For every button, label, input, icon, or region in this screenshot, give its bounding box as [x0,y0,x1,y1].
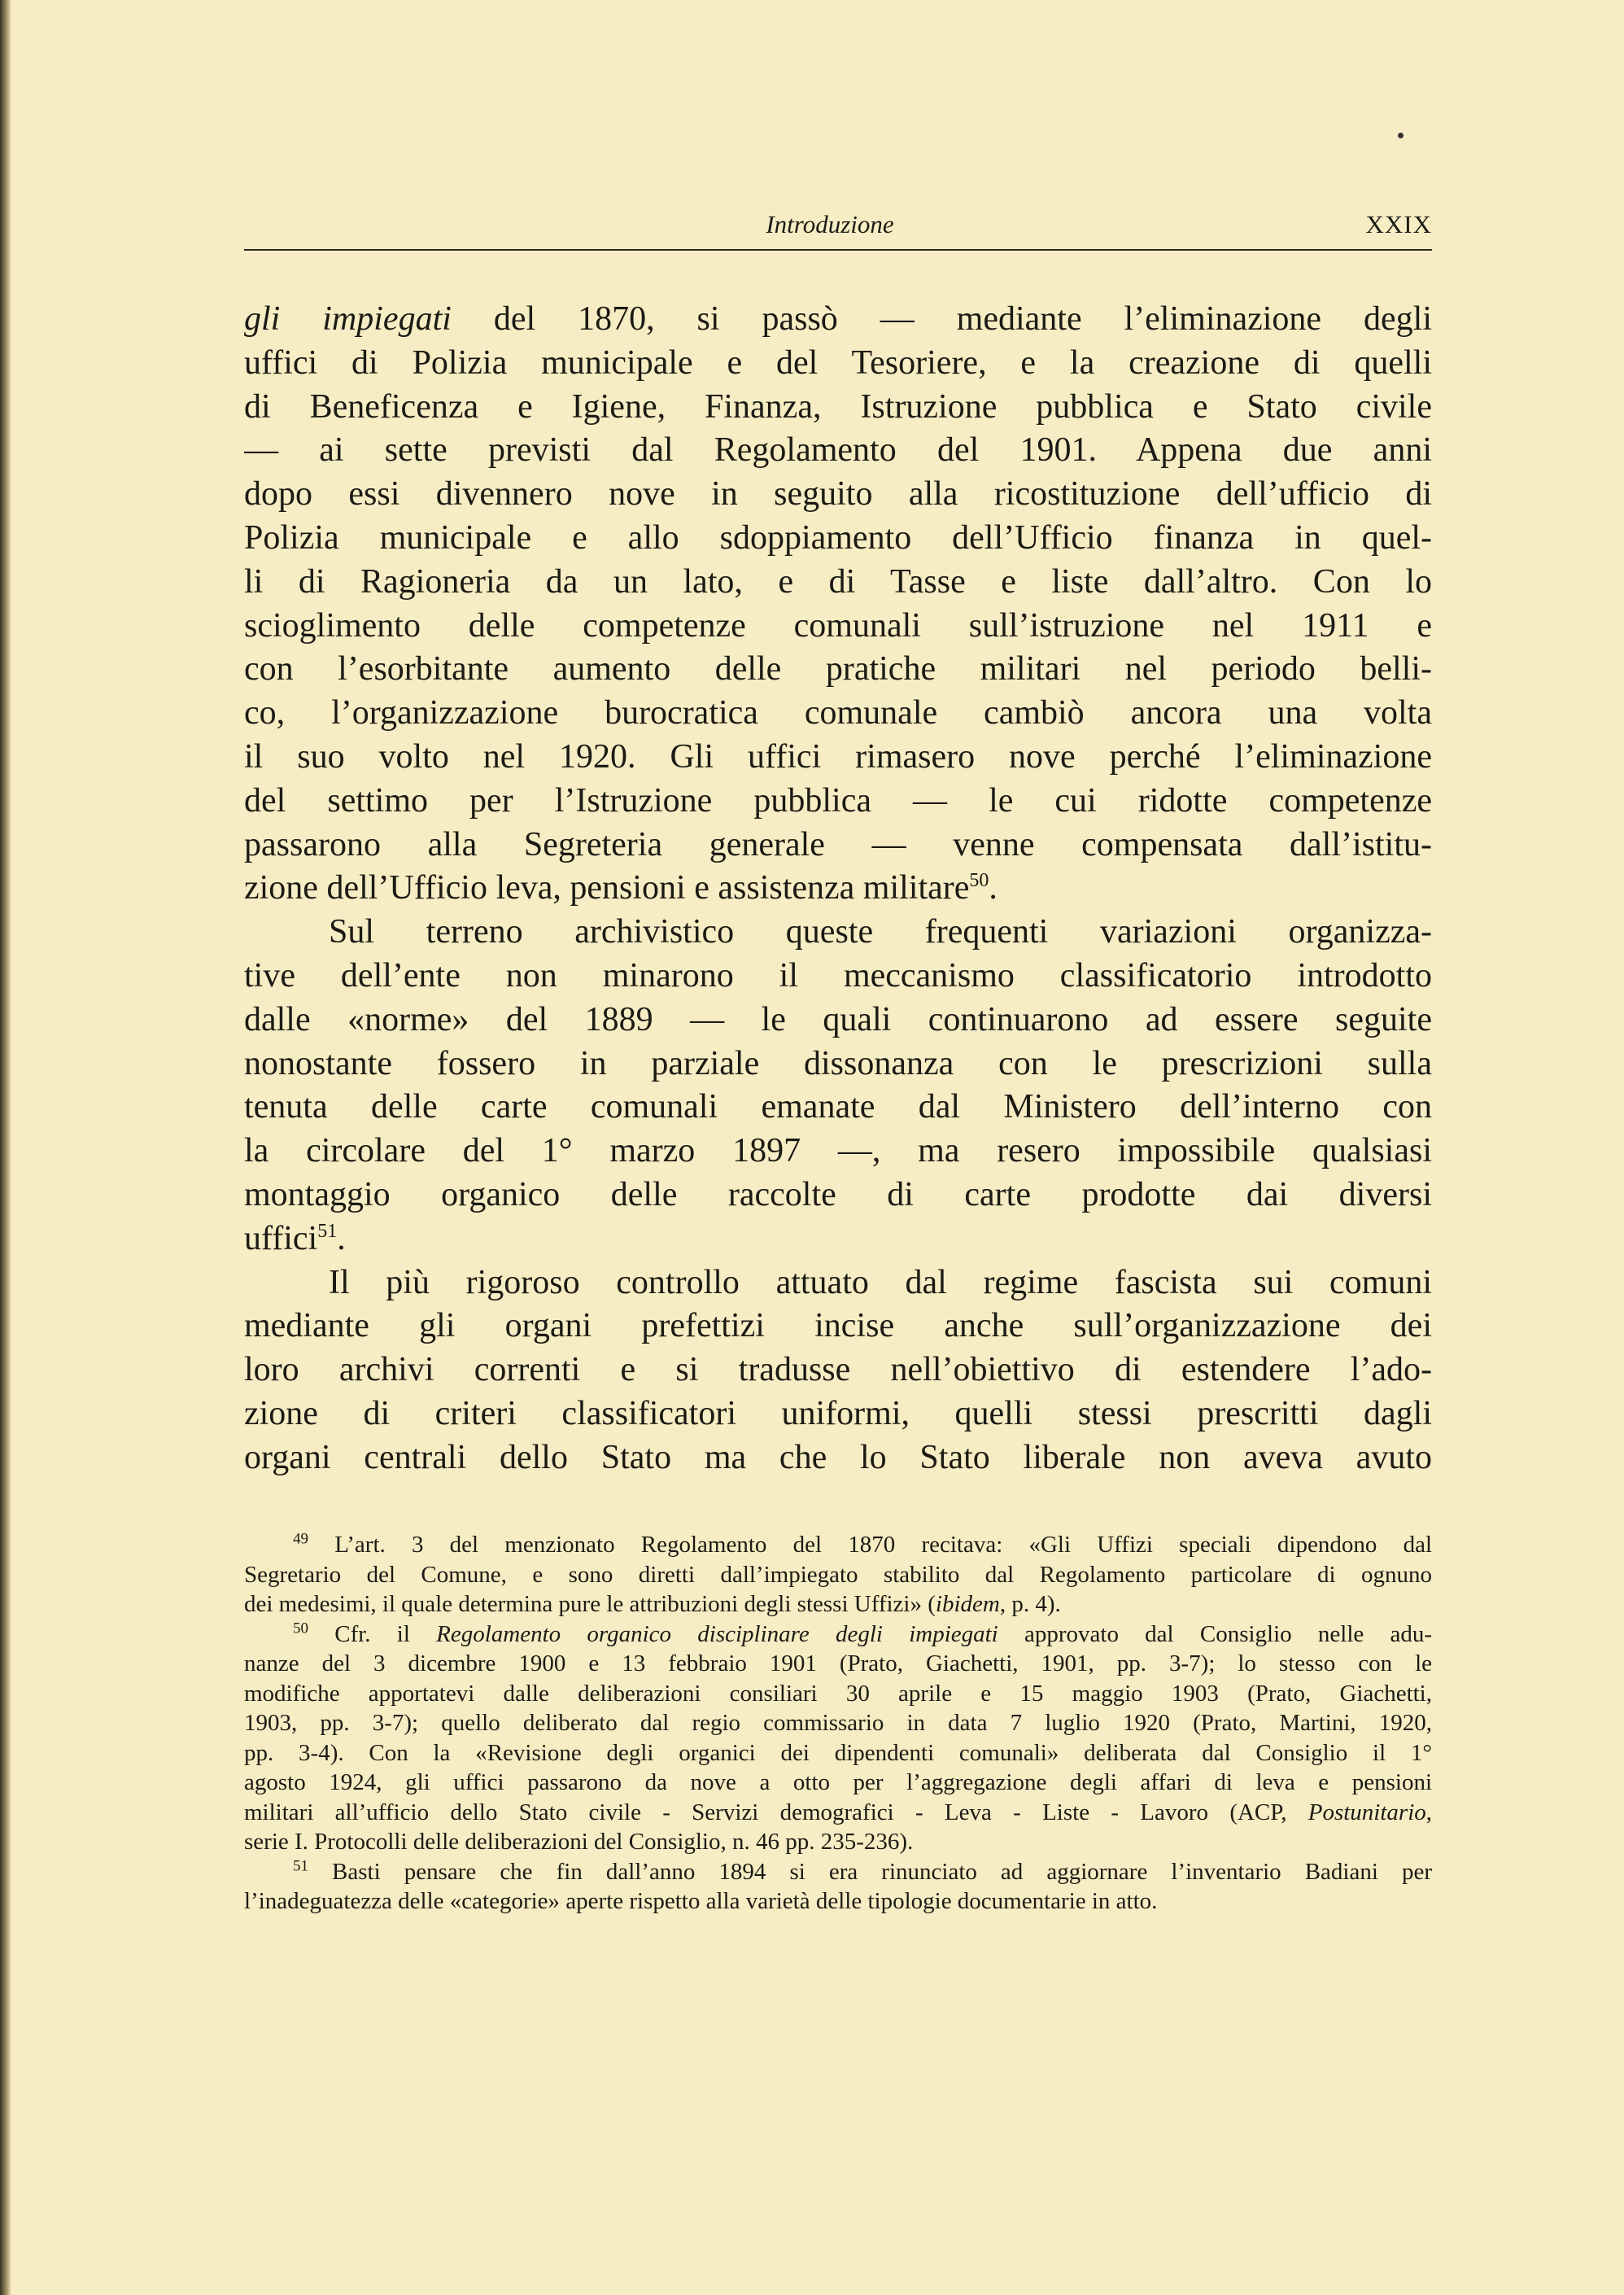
text-run: dopo essi divennero nove in seguito alla ricostituzione dell’ufficio di [244,475,1432,514]
footnote-line [244,1827,1432,1857]
running-header-title: Introduzione [766,210,894,238]
text-run: scioglimento delle competenze comunali sull’istruzione nel 1911 e [244,606,1432,645]
text-run: . [337,1219,346,1257]
body-line [244,1436,1432,1480]
text-run: zione dell’Ufficio leva, pensioni e assistenza militare [244,869,970,907]
body-line [244,1349,1432,1392]
text-run: , [1425,1799,1432,1825]
text-run: L’art. 3 del menzionato Regolamento del 1870 recitava: «Gli Uffizi speciali dipendono dal [308,1532,1432,1558]
footnote-line [244,1679,1432,1709]
footnote-line [244,1798,1432,1828]
body-line [244,386,1432,430]
italic-text: gli impiegati [244,300,452,338]
body-line [244,824,1432,868]
text-run: con l’esorbitante aumento delle pratiche militari nel periodo belli- [244,650,1432,688]
body-line [244,1130,1432,1174]
body-line [244,1174,1432,1217]
header-rule [244,249,1432,251]
italic-text: Regolamento organico disciplinare degli impiegati [436,1620,998,1647]
body-line [244,692,1432,736]
text-run: del settimo per l’Istruzione pubblica — le cui ridotte competenze [244,781,1432,820]
text-run: zione di criteri classificatori uniformi, quelli stessi prescritti dagli [244,1394,1432,1432]
text-run: montaggio organico delle raccolte di carte prodotte dai diversi [244,1175,1432,1213]
body-line [244,517,1432,561]
body-line [244,1217,1432,1261]
text-run: del 1870, si passò — mediante l’eliminazione degli [451,300,1432,338]
body-line [244,342,1432,386]
text-run: nanze del 3 dicembre 1900 e 13 febbraio 1901 (Prato, Giachetti, 1901, pp. 3-7); lo stesso con le [244,1650,1432,1676]
footnote-line [244,1768,1432,1798]
footnote-line [244,1589,1432,1620]
text-run: uffici [244,1219,318,1257]
body-line [244,955,1432,999]
text-run: co, l’organizzazione burocratica comunale cambiò ancora una volta [244,694,1432,732]
text-run: Sul terreno archivistico queste frequenti variazioni organizza- [329,913,1432,951]
body-line [244,561,1432,605]
body-line [244,1086,1432,1130]
footnote-line [244,1886,1432,1917]
text-run: organi centrali dello Stato ma che lo Stato liberale non aveva avuto [244,1438,1432,1476]
body-line [244,1261,1432,1305]
speck-mark [1398,133,1404,138]
text-run: tenuta delle carte comunali emanate dal Ministero dell’interno con [244,1088,1432,1126]
footnote-line [244,1620,1432,1650]
body-line [244,736,1432,780]
page-number: XXIX [1365,210,1432,238]
body-line [244,780,1432,824]
text-run: l’inadeguatezza delle «categorie» aperte rispetto alla varietà delle tipologie documentarie in atto. [244,1888,1158,1914]
text-run: tive dell’ente non minarono il meccanismo classificatorio introdotto [244,956,1432,994]
footnote-line [244,1738,1432,1768]
text-run: il suo volto nel 1920. Gli uffici rimasero nove perché l’eliminazione [244,737,1432,776]
body-line [244,605,1432,649]
body-line [244,429,1432,473]
body-line [244,867,1432,911]
body-line [244,999,1432,1043]
footnote-ref: 51 [293,1856,308,1874]
text-run: . [989,869,998,907]
text-run: di Beneficenza e Igiene, Finanza, Istruzione pubblica e Stato civile [244,387,1432,426]
body-line [244,473,1432,517]
italic-text: Postunitario [1307,1799,1426,1825]
text-run: li di Ragioneria da un lato, e di Tasse e liste dall’altro. Con lo [244,562,1432,601]
text-run: modifiche apportatevi dalle deliberazioni consiliari 30 aprile e 15 maggio 1903 (Prato, Giachetti, [244,1680,1432,1707]
footnote-line [244,1530,1432,1560]
text-run: — ai sette previsti dal Regolamento del 1901. Appena due anni [244,431,1432,470]
text-run: Cfr. il [308,1620,437,1647]
text-run: agosto 1924, gli uffici passarono da nove a otto per l’aggregazione degli affari di leva e pensioni [244,1769,1432,1795]
footnotes [244,1530,1432,1917]
text-run: dalle «norme» del 1889 — le quali continuarono ad essere seguite [244,1000,1432,1038]
text-run: , p. 4). [999,1591,1061,1617]
text-run: Polizia municipale e allo sdoppiamento dell’Ufficio finanza in quel- [244,518,1432,557]
body-line [244,298,1432,342]
footnote-line [244,1649,1432,1679]
body-line [244,911,1432,955]
text-run: pp. 3-4). Con la «Revisione degli organici dei dipendenti comunali» deliberata dal Consiglio il 1° [244,1739,1432,1766]
text-run: mediante gli organi prefettizi incise anche sull’organizzazione dei [244,1307,1432,1345]
text-run: passarono alla Segreteria generale — venne compensata dall’istitu- [244,825,1432,863]
footnote-ref: 50 [293,1619,308,1637]
text-run: dei medesimi, il quale determina pure le attribuzioni degli stessi Uffizi» ( [244,1591,936,1617]
text-run: militari all’ufficio dello Stato civile - Servizi demografici - Leva - Liste - Lavoro (ACP, [244,1799,1308,1825]
text-run: 1903, pp. 3-7); quello deliberato dal regio commissario in data 7 luglio 1920 (Prato, Martini, 1920, [244,1710,1432,1736]
text-run: loro archivi correnti e si tradusse nell’obiettivo di estendere l’ado- [244,1351,1432,1389]
text-run: Segretario del Comune, e sono diretti dall’impiegato stabilito dal Regolamento particolare di ognuno [244,1561,1432,1588]
footnote-ref: 49 [293,1530,308,1548]
footnote-ref: 50 [969,870,989,892]
text-run: la circolare del 1° marzo 1897 —, ma resero impossibile qualsiasi [244,1132,1432,1170]
body-line [244,1392,1432,1436]
body-line [244,648,1432,692]
footnote-line [244,1857,1432,1887]
footnote-line [244,1708,1432,1738]
body-line [244,1305,1432,1349]
body-line [244,1043,1432,1086]
footnote-ref: 51 [317,1220,338,1242]
text-run: Basti pensare che fin dall’anno 1894 si era rinunciato ad aggiornare l’inventario Badiani per [308,1858,1432,1885]
italic-text: ibidem [935,1591,1000,1617]
page-binding-edge [0,0,11,2295]
text-run: nonostante fossero in parziale dissonanza con le prescrizioni sulla [244,1044,1432,1082]
text-run: approvato dal Consiglio nelle adu- [998,1620,1432,1647]
text-run: serie I. Protocolli delle deliberazioni del Consiglio, n. 46 pp. 235-236). [244,1829,914,1855]
text-run: Il più rigoroso controllo attuato dal regime fascista sui comuni [329,1263,1432,1301]
text-run: uffici di Polizia municipale e del Tesoriere, e la creazione di quelli [244,343,1432,382]
footnote-line [244,1560,1432,1590]
body-text [244,298,1432,1480]
